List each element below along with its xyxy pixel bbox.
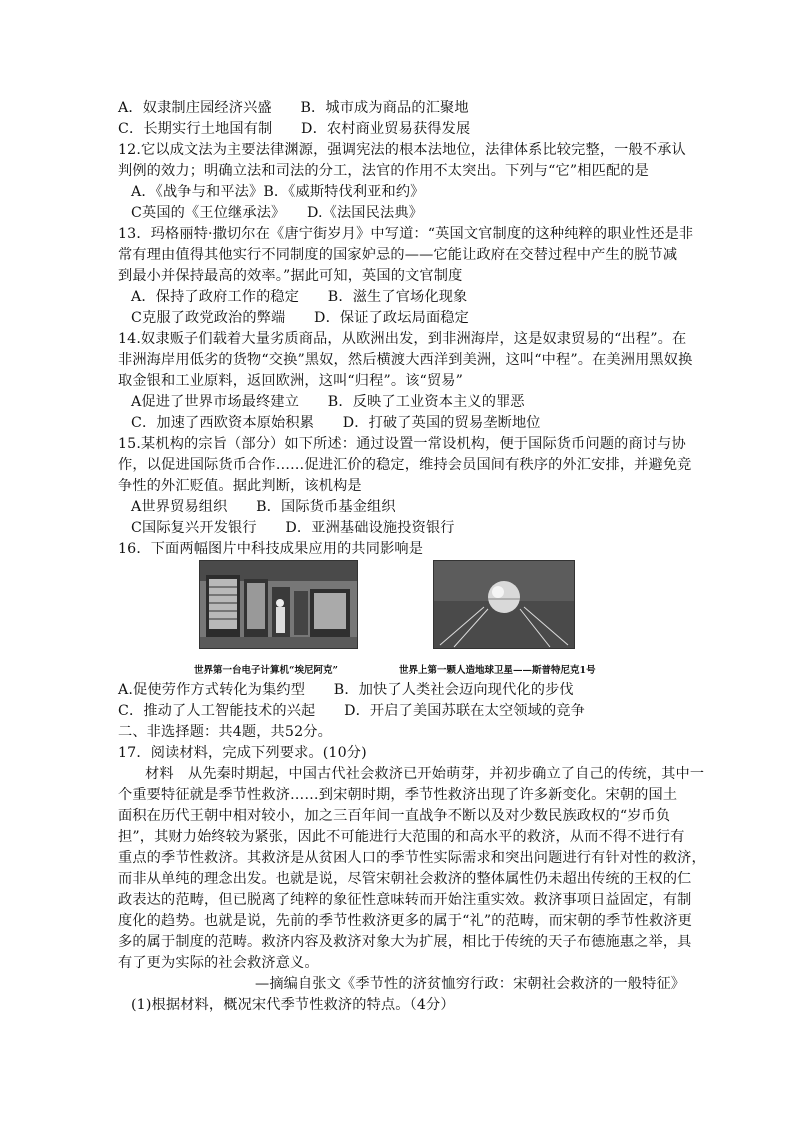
material-line9: 多的属于制度的范畴。救济内容及救济对象大为扩展，相比于传统的天子布德施惠之举，具 xyxy=(118,934,692,950)
sputnik-photo xyxy=(433,560,575,649)
q13-options-cd: C克服了政党政治的弊端 D．保证了政坛局面稳定 xyxy=(131,310,469,326)
sputnik-illustration xyxy=(434,561,574,648)
material-line6: 而非从单纯的理念出发。也就是说，尽管宋朝社会救济的整体属性仍未超出传统的王权的仁 xyxy=(118,871,692,887)
q11-options-ab: A．奴隶制庄园经济兴盛 B．城市成为商品的汇聚地 xyxy=(118,100,469,116)
material-line4: 担”，其财力始终较为紧张，因此不可能进行大范围的和高水平的救济，从而不得不进行有 xyxy=(118,829,685,845)
q12-stem-line2: 判例的效力；明确立法和司法的分工，法官的作用不太突出。下列与“它”相匹配的是 xyxy=(118,163,649,179)
q13-options-ab: A．保持了政府工作的稳定 B．滋生了官场化现象 xyxy=(131,289,468,305)
q12-options-cd: C英国的《王位继承法》 D.《法国民法典》 xyxy=(131,205,423,221)
q16-options-ab: A.促使劳作方式转化为集约型 B．加快了人类社会迈向现代化的步伐 xyxy=(118,682,574,698)
q13-stem-line3: 到最小并保持最高的效率。”据此可知，英国的文官制度 xyxy=(118,268,463,284)
q12-stem-line1: 12.它以成文法为主要法律渊源，强调宪法的根本法地位，法律体系比较完整，一般不承认 xyxy=(118,142,686,158)
eniac-photo xyxy=(199,560,358,649)
material-line3: 面积在历代王朝中相对较小，加之三百年间一直战争不断以及对少数民族政权的“岁币负 xyxy=(118,808,671,824)
q17-subquestion-1: (1)根据材料，概况宋代季节性救济的特点。（4分） xyxy=(131,997,455,1013)
material-source: —摘编自张文《季节性的济贫恤穷行政：宋朝社会救济的一般特征》 xyxy=(255,976,686,992)
q16-options-cd: C．推动了人工智能技术的兴起 D．开启了美国苏联在太空领域的竞争 xyxy=(118,703,585,719)
material-line2: 个重要特征就是季节性救济……到宋朝时期，季节性救济出现了许多新变化。宋朝的国土 xyxy=(118,787,678,803)
material-line7: 政表达的范畴，但已脱离了纯粹的象征性意味转而开始注重实效。救济事项日益固定，有制 xyxy=(118,892,692,908)
q17-stem: 17．阅读材料，完成下列要求。(10分) xyxy=(118,745,367,761)
q13-stem-line2: 常有理由值得其他实行不同制度的国家妒忌的——它能让政府在交替过程中产生的脱节减 xyxy=(118,247,678,263)
q14-stem-line3: 取金银和工业原料，返回欧洲，这叫“归程”。该“贸易” xyxy=(118,373,464,389)
sputnik-caption: 世界上第一颗人造地球卫星——斯普特尼克1号 xyxy=(399,665,596,676)
q15-stem-line1: 15.某机构的宗旨（部分）如下所述：通过设置一常设机构，便于国际货币问题的商讨与协 xyxy=(118,436,686,452)
q14-options-cd: C．加速了西欧资本原始积累 D．打破了英国的贸易垄断地位 xyxy=(131,415,541,431)
q15-stem-line2: 作，以促进国际货币合作……促进汇价的稳定，维持会员国间有秩序的外汇安排，并避免竞 xyxy=(118,457,692,473)
q13-stem-line1: 13．玛格丽特·撒切尔在《唐宁街岁月》中写道：“英国文官制度的这种纯粹的职业性还是非 xyxy=(118,226,694,242)
q15-options-ab: A世界贸易组织 B．国际货币基金组织 xyxy=(131,499,396,515)
eniac-caption: 世界第一台电子计算机“埃尼阿克” xyxy=(194,665,338,676)
eniac-illustration xyxy=(200,561,357,648)
material-line10: 有了更为实际的社会救济意义。 xyxy=(118,955,319,971)
q15-stem-line3: 争性的外汇贬值。据此判断，该机构是 xyxy=(118,478,362,494)
q14-options-ab: A促进了世界市场最终建立 B．反映了工业资本主义的罪恶 xyxy=(131,394,525,410)
material-line1: 材料 从先秦时期起，中国古代社会救济已开始萌芽，并初步确立了自己的传统，其中一 xyxy=(145,766,705,782)
q14-stem-line1: 14.奴隶贩子们载着大量劣质商品，从欧洲出发，到非洲海岸，这是奴隶贸易的“出程”。在 xyxy=(118,331,687,347)
section-two-heading: 二、非选择题：共4题，共52分。 xyxy=(118,724,332,740)
q14-stem-line2: 非洲海岸用低劣的货物“交换”黑奴，然后横渡大西洋到美洲，这叫“中程”。在美洲用黑奴换 xyxy=(118,352,693,368)
material-line8: 度化的趋势。也就是说，先前的季节性救济更多的属于“礼”的范畴，而宋朝的季节性救济更 xyxy=(118,913,692,929)
q15-options-cd: C国际复兴开发银行 D．亚洲基础设施投资银行 xyxy=(131,520,455,536)
q16-stem: 16．下面两幅图片中科技成果应用的共同影响是 xyxy=(118,541,424,557)
material-line5: 重点的季节性救济。其救济是从贫困人口的季节性实际需求和突出问题进行有针对性的救济， xyxy=(118,850,706,866)
q12-options-ab: A．《战争与和平法》B．《威斯特伐利亚和约》 xyxy=(131,184,425,200)
q11-options-cd: C．长期实行土地国有制 D．农村商业贸易获得发展 xyxy=(118,121,471,137)
